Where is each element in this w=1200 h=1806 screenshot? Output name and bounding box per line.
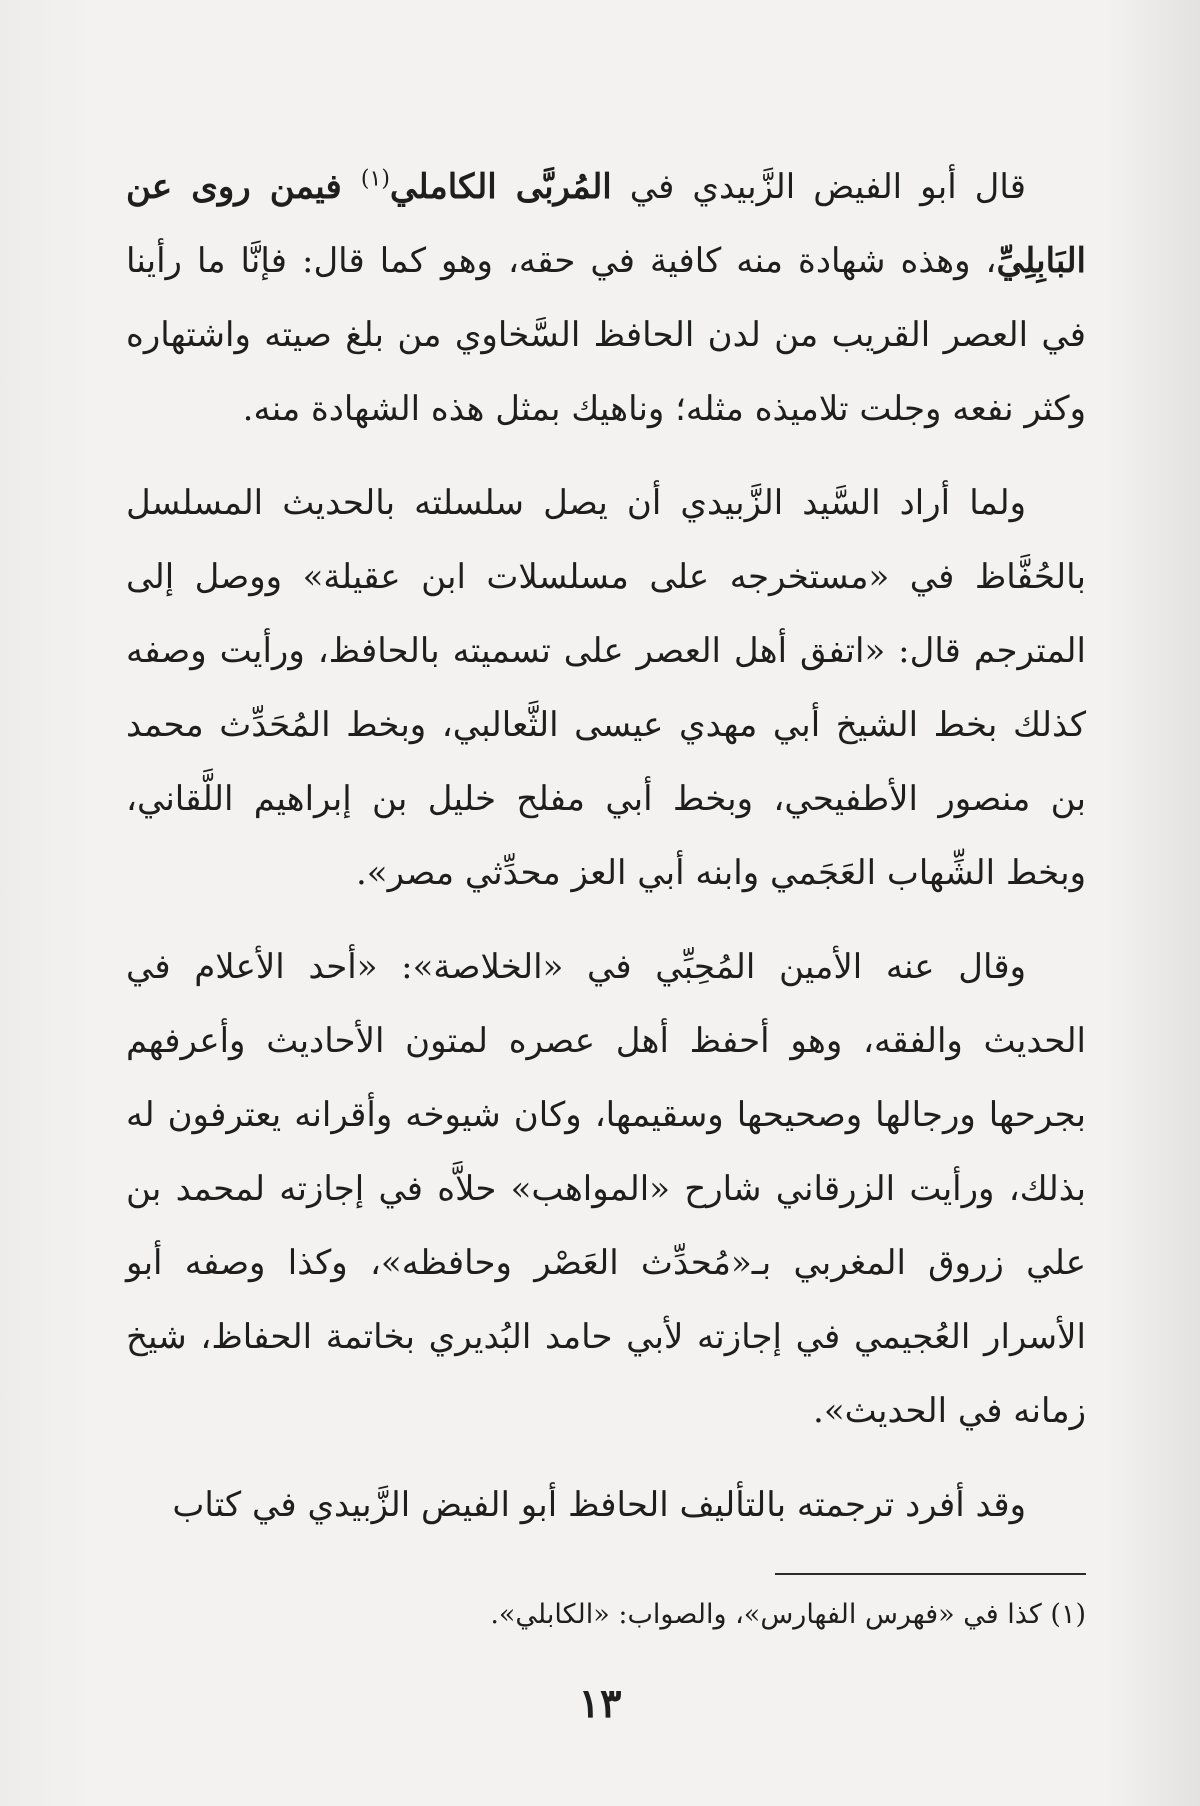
paragraph-1-bold-phrase: فيمن روى عن البَابِلِيِّ bbox=[126, 167, 1086, 281]
paragraph-4: وقد أفرد ترجمته بالتأليف الحافظ أبو الفيض الزَّبيدي في كتاب bbox=[172, 1485, 1026, 1525]
paragraph-3: وقال عنه الأمين المُحِبِّي في «الخلاصة»: «أحد الأعلام في الحديث والفقه، وهو أحفظ أهل عصره لمتون الأحاديث وأعرفهم بجرحها ورجالها وصحيحها وسقيمها، وكان شيوخه وأقرانه يعترفون له بذلك، ورأيت الزرقاني شارح «المواهب» حلاَّه في إجازته لمحمد بن علي زروق المغربي بـ«مُحدِّث العَصْر وحافظه»، وكذا وصفه أبو الأسرار العُجيمي في إجازته لأبي حامد البُديري بخاتمة الحفاظ، شيخ زمانه في الحديث». bbox=[126, 947, 1086, 1431]
footnote bbox=[126, 1595, 1086, 1635]
footnote-reference: (١) bbox=[360, 166, 390, 192]
paragraph-1-lead: قال أبو الفيض الزَّبيدي في bbox=[611, 167, 1026, 207]
paragraph-1 bbox=[126, 150, 1086, 446]
main-text bbox=[126, 150, 1086, 1542]
footnote-text: كذا في «فهرس الفهارس»، والصواب: «الكابلي». bbox=[490, 1599, 1042, 1630]
footnote-number: (١) bbox=[1050, 1599, 1086, 1630]
page-number: ١٣ bbox=[578, 1680, 622, 1727]
paragraph-1-rest: ، وهذه شهادة منه كافية في حقه، وهو كما قال: فإنَّا ما رأينا في العصر القريب من لدن الحافظ السَّخاوي من بلغ صيته واشتهاره وكثر نفعه وجلت تلاميذه مثله؛ وناهيك بمثل هذه الشهادة منه. bbox=[126, 241, 1086, 429]
book-title-murabba: المُربَّى الكاملي bbox=[389, 167, 612, 207]
paragraph-2: ولما أراد السَّيد الزَّبيدي أن يصل سلسلته بالحديث المسلسل بالحُفَّاظ في «مستخرجه على مسلسلات ابن عقيلة» ووصل إلى المترجم قال: «اتفق أهل العصر على تسميته بالحافظ، ورأيت وصفه كذلك بخط الشيخ أبي مهدي عيسى الثَّعالبي، وبخط المُحَدِّث محمد بن منصور الأطفيحي، وبخط أبي مفلح خليل بن إبراهيم اللَّقاني، وبخط الشِّهاب العَجَمي وابنه أبي العز محدِّثي مصر». bbox=[126, 483, 1087, 893]
footnote-divider bbox=[775, 1573, 1086, 1575]
